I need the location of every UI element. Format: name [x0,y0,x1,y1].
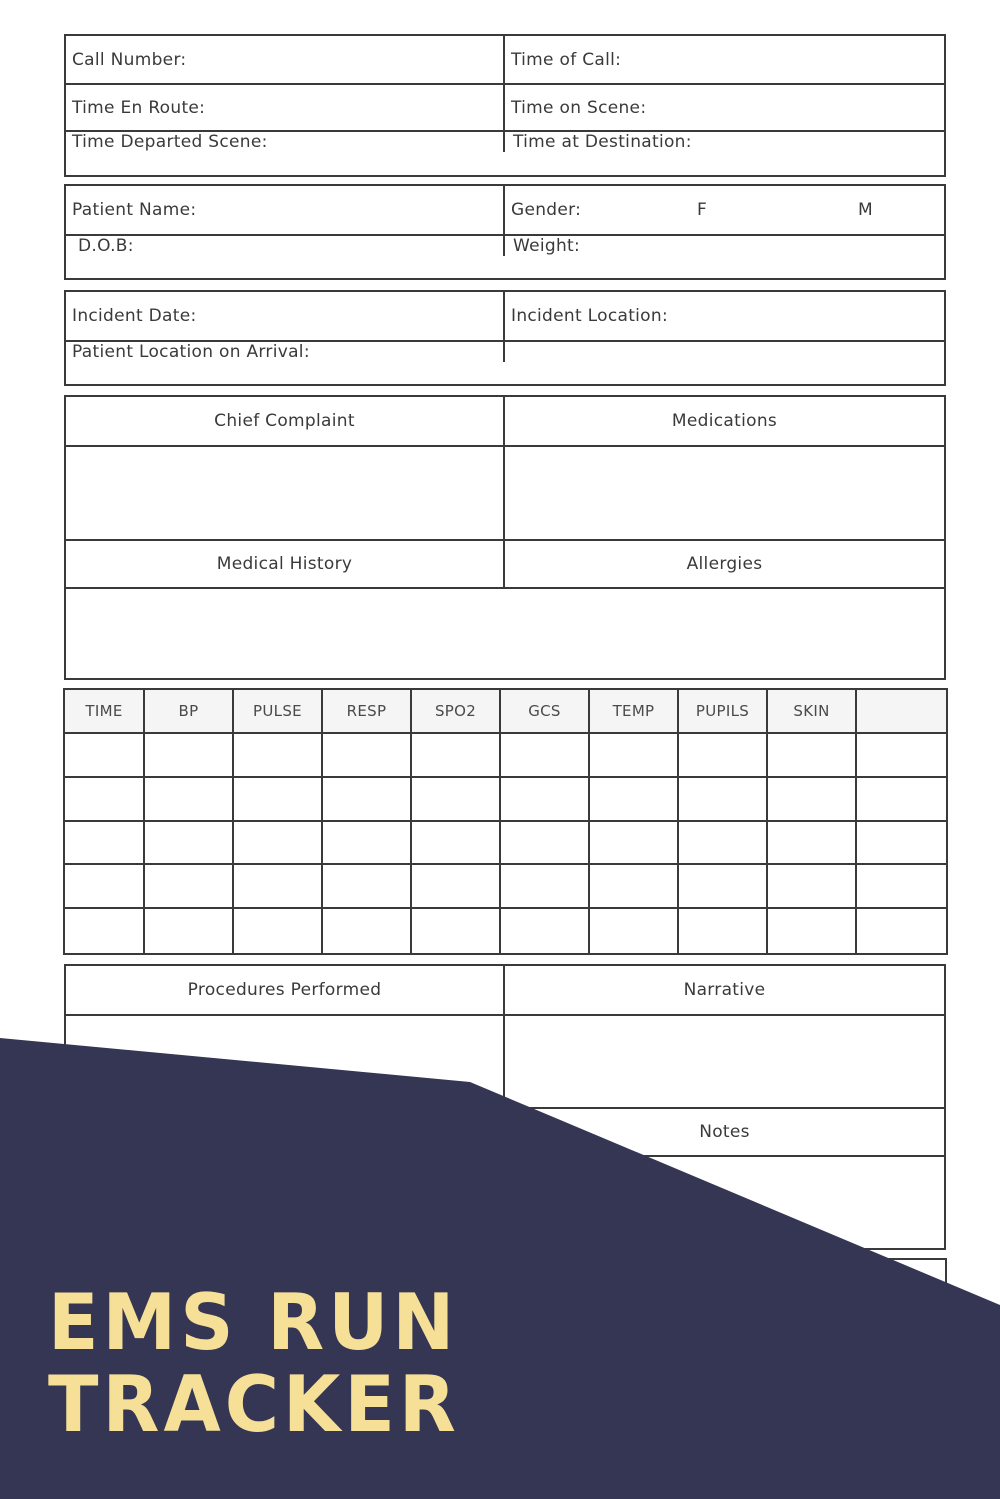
patient-location-arrival-label: Patient Location on Arrival: [72,342,310,362]
incident-location-label: Incident Location: [511,306,668,326]
weight-label: Weight: [513,236,581,256]
vitals-header-skin: SKIN [768,690,857,734]
vitals-header-temp: TEMP [590,690,679,734]
cover-title [48,1277,460,1450]
dob-label: D.O.B: [78,236,134,256]
time-en-route-label: Time En Route: [72,97,206,118]
cover-title-line2: TRACKER [48,1359,460,1450]
cover-title-line1: EMS RUN [48,1277,459,1369]
procedures-performed-label: Procedures Performed [187,980,382,1000]
gender-label: Gender: [511,200,582,220]
gender-option-f[interactable]: F [697,200,708,220]
vitals-header-resp: RESP [323,690,412,734]
vitals-header-spo2: SPO2 [412,690,501,734]
gender-option-m[interactable]: M [858,200,873,220]
allergies-label: Allergies [686,554,763,574]
time-of-call-label: Time of Call: [511,49,622,70]
medical-history-label: Medical History [216,554,353,574]
notes-label: Notes [699,1122,750,1142]
medications-label: Medications [671,411,778,431]
incident-date-label: Incident Date: [72,306,197,326]
time-departed-scene-label: Time Departed Scene: [72,132,268,152]
call-number-label: Call Number: [72,49,187,70]
chief-complaint-label: Chief Complaint [214,411,355,431]
vitals-header-gcs: GCS [501,690,590,734]
patient-name-label: Patient Name: [72,200,197,220]
vitals-header-pupils: PUPILS [679,690,768,734]
narrative-label: Narrative [683,980,766,1000]
time-on-scene-label: Time on Scene: [511,97,647,118]
vitals-header-time: TIME [65,690,145,734]
time-at-destination-label: Time at Destination: [513,132,692,152]
vitals-header-bp: BP [145,690,234,734]
vitals-header-pulse: PULSE [234,690,323,734]
